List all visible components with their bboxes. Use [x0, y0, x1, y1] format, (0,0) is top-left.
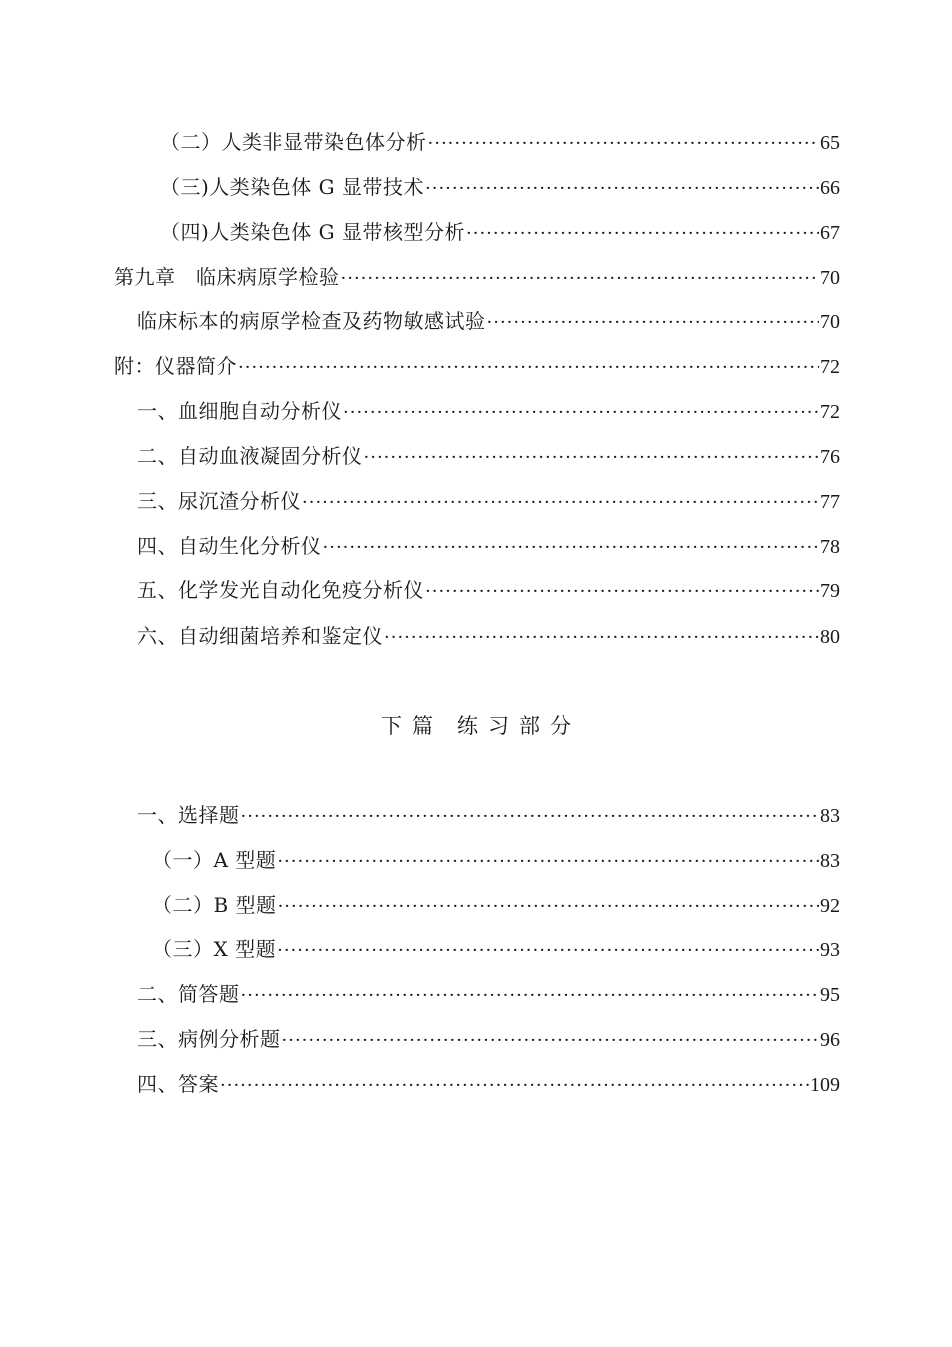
toc-dot-leader [282, 1027, 820, 1055]
toc-dot-leader [277, 937, 819, 965]
section-heading-part2: 练习部分 [457, 714, 581, 738]
toc-entry-title: 三、病例分析题 [137, 1027, 281, 1051]
toc-entry[interactable] [137, 532, 840, 562]
toc-entry[interactable] [152, 891, 840, 921]
toc-entry[interactable] [152, 846, 840, 876]
toc-entry[interactable] [137, 622, 840, 652]
toc-page-number: 92 [820, 895, 840, 917]
toc-dot-leader [428, 130, 820, 158]
toc-entry-title: （二）B 型题 [152, 893, 277, 917]
toc-page-number: 79 [820, 580, 840, 602]
toc-entry-title: 四、自动生化分析仪 [137, 534, 322, 558]
toc-entry-title: 附：仪器简介 [114, 354, 237, 378]
toc-dot-leader [425, 578, 819, 606]
toc-dot-leader [241, 982, 820, 1010]
toc-page-number: 96 [820, 1029, 840, 1051]
toc-page-number: 76 [820, 446, 840, 468]
toc-page-number: 72 [820, 401, 840, 423]
toc-entry[interactable] [152, 935, 840, 965]
toc-entry[interactable] [137, 576, 840, 606]
toc-page-number: 67 [820, 222, 840, 244]
toc-entry-title: 四、答案 [137, 1072, 219, 1096]
section-heading-part1: 下篇 [381, 714, 443, 738]
toc-dot-leader [278, 893, 819, 921]
toc-page-number: 83 [820, 805, 840, 827]
section-heading [0, 711, 952, 741]
toc-dot-leader [466, 220, 819, 248]
toc-dot-leader [241, 803, 820, 831]
toc-dot-leader [425, 175, 819, 203]
toc-dot-leader [341, 265, 820, 293]
toc-entry-title: 一、血细胞自动分析仪 [137, 399, 342, 423]
toc-entry-title: （三）X 型题 [152, 937, 277, 961]
toc-page-number: 65 [820, 132, 840, 154]
toc-entry[interactable] [137, 980, 840, 1010]
toc-entry[interactable] [137, 397, 840, 427]
toc-entry[interactable] [137, 442, 840, 472]
toc-page-number: 66 [820, 177, 840, 199]
toc-dot-leader [277, 848, 819, 876]
toc-entry-title: 第九章 临床病原学检验 [114, 265, 340, 289]
toc-page-number: 70 [820, 267, 840, 289]
toc-page-number: 93 [820, 939, 840, 961]
toc-entry-title: （二）人类非显带染色体分析 [160, 130, 427, 154]
toc-page-number: 78 [820, 536, 840, 558]
toc-entry[interactable] [160, 128, 840, 158]
toc-dot-leader [384, 624, 819, 652]
toc-entry-title: （三)人类染色体 G 显带技术 [160, 175, 424, 199]
toc-dot-leader [238, 354, 819, 382]
toc-entry[interactable] [137, 1070, 840, 1100]
toc-page-number: 95 [820, 984, 840, 1006]
toc-dot-leader [364, 444, 820, 472]
toc-entry-title: 三、尿沉渣分析仪 [137, 489, 301, 513]
toc-entry[interactable] [160, 218, 840, 248]
toc-chapter-entry[interactable] [114, 263, 840, 293]
toc-entry-title: 二、简答题 [137, 982, 240, 1006]
toc-page-number: 72 [820, 356, 840, 378]
toc-entry-title: 六、自动细菌培养和鉴定仪 [137, 624, 383, 648]
toc-dot-leader [323, 534, 820, 562]
toc-chapter-entry[interactable] [114, 352, 840, 382]
toc-entry-title: （四)人类染色体 G 显带核型分析 [160, 220, 465, 244]
toc-page-number: 83 [820, 850, 840, 872]
toc-entry[interactable] [137, 801, 840, 831]
toc-entry-title: 临床标本的病原学检查及药物敏感试验 [137, 309, 486, 333]
toc-entry-title: 五、化学发光自动化免疫分析仪 [137, 578, 424, 602]
toc-dot-leader [302, 489, 819, 517]
toc-dot-leader [220, 1072, 809, 1100]
toc-page-number: 80 [820, 626, 840, 648]
toc-page-number: 109 [810, 1074, 840, 1096]
toc-entry-title: 二、自动血液凝固分析仪 [137, 444, 363, 468]
toc-entry[interactable] [137, 487, 840, 517]
toc-entry-title: （一）A 型题 [152, 848, 277, 872]
toc-entry[interactable] [160, 173, 840, 203]
toc-dot-leader [487, 309, 820, 337]
toc-dot-leader [343, 399, 819, 427]
toc-entry[interactable] [137, 307, 840, 337]
toc-page-number: 77 [820, 491, 840, 513]
toc-entry[interactable] [137, 1025, 840, 1055]
toc-entry-title: 一、选择题 [137, 803, 240, 827]
toc-page-number: 70 [820, 311, 840, 333]
